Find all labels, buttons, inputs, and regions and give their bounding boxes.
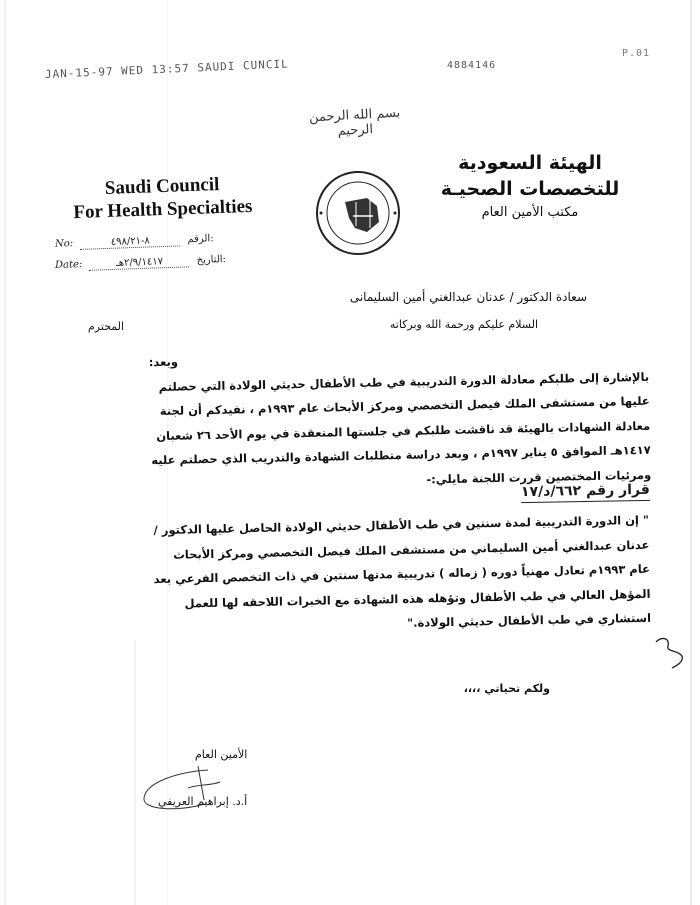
reference-number xyxy=(55,233,214,251)
basmala-calligraphy: بسم الله الرحمن الرحيم xyxy=(308,105,401,139)
saudi-council-seal-icon xyxy=(315,170,401,256)
scan-edge-inner xyxy=(134,640,136,905)
handwritten-initials-icon xyxy=(652,632,692,672)
arabic-office-name: مكتب الأمين العام xyxy=(481,205,579,220)
decision-number: قرار رقم ٦٦٢/د/١٧ xyxy=(521,482,650,503)
fax-header-line: JAN-15-97 WED 13:57 SAUDI CUNCIL xyxy=(44,57,289,81)
scan-edge-left xyxy=(4,0,6,905)
respected-label: المحترم xyxy=(88,320,125,333)
english-title xyxy=(59,171,265,224)
arabic-title xyxy=(440,150,620,224)
reference-date-label-ar: التاريخ: xyxy=(196,254,227,267)
fax-page-number: P.01 xyxy=(622,48,651,59)
arabic-title-line-1: الهيئة السعودية xyxy=(458,152,602,174)
reference-date-value: ٢/٩/١٤١٧هـ xyxy=(89,255,189,270)
signatory-title: الأمين العام xyxy=(195,748,248,761)
reference-number-value: ٨-٤٩٨/٢١ xyxy=(80,234,180,249)
reference-date-label: Date: xyxy=(54,259,83,271)
english-title-line-2: For Health Specialties xyxy=(73,195,253,224)
paragraph-request xyxy=(149,340,652,497)
paragraph-decision: " إن الدورة التدريبية لمدة سنتين في طب الأطفال حديثي الولادة الحاصل عليها الدكتور / عدنان عبدالغني أمين السليماني من مستشفى الملك فيصل التخصصي ومركز الأبحاث عام ١٩٩٣م تعادل مهنياً دوره ( زماله ) تدريبية مدتها سنتين في ذات التخصص الفرعي بعد المؤهل العالي في طب الأطفال وتؤهله هذه الشهادة مع الخبرات اللاحقه لها للعمل استشاري في طب الأطفال حديثي الولادة." xyxy=(153,512,652,630)
paragraph-request-text: بالإشارة إلى طلبكم معادلة الدورة التدريبية في طب الأطفال حديثي الولادة التي حصلتم عليها من مستشفى الملك فيصل التخصصي ومركز الأبحاث عام ١٩٩٣م ، نفيدكم أن لجنة معادلة الشهادات بالهيئة قد ناقشت طلبكم في جلستها المنعقدة في يوم الأحد ٢٦ شعبان ١٤١٧هـ الموافق ٥ يناير ١٩٩٧م ، وبعد دراسة متطلبات الشهادة والتدريب الذي حصلتم عليه ومرئيات المختصين قررت اللجنة مايلي:- xyxy=(151,369,652,486)
handwritten-signature-icon xyxy=(138,760,228,820)
english-title-line-1: Saudi Council xyxy=(104,174,220,200)
closing-line: ولكم تحياتي ،،،، xyxy=(463,682,550,695)
opening-phrase: وبعد: xyxy=(148,354,179,370)
arabic-title-line-2: للتخصصات الصحيـة xyxy=(440,178,620,200)
salutation: سعادة الدكتور / عدنان عبدالغني أمين السليمانى xyxy=(349,290,587,304)
reference-number-label-ar: الرقم: xyxy=(187,233,214,246)
reference-number-label: No: xyxy=(54,238,74,250)
reference-date xyxy=(55,254,226,272)
signatory-name: أ.د. إبراهيم العريفي xyxy=(158,795,248,808)
fax-number: 4884146 xyxy=(447,60,497,71)
greeting: السلام عليكم ورحمة الله وبركاته xyxy=(389,318,538,331)
scan-edge-right xyxy=(690,0,692,905)
